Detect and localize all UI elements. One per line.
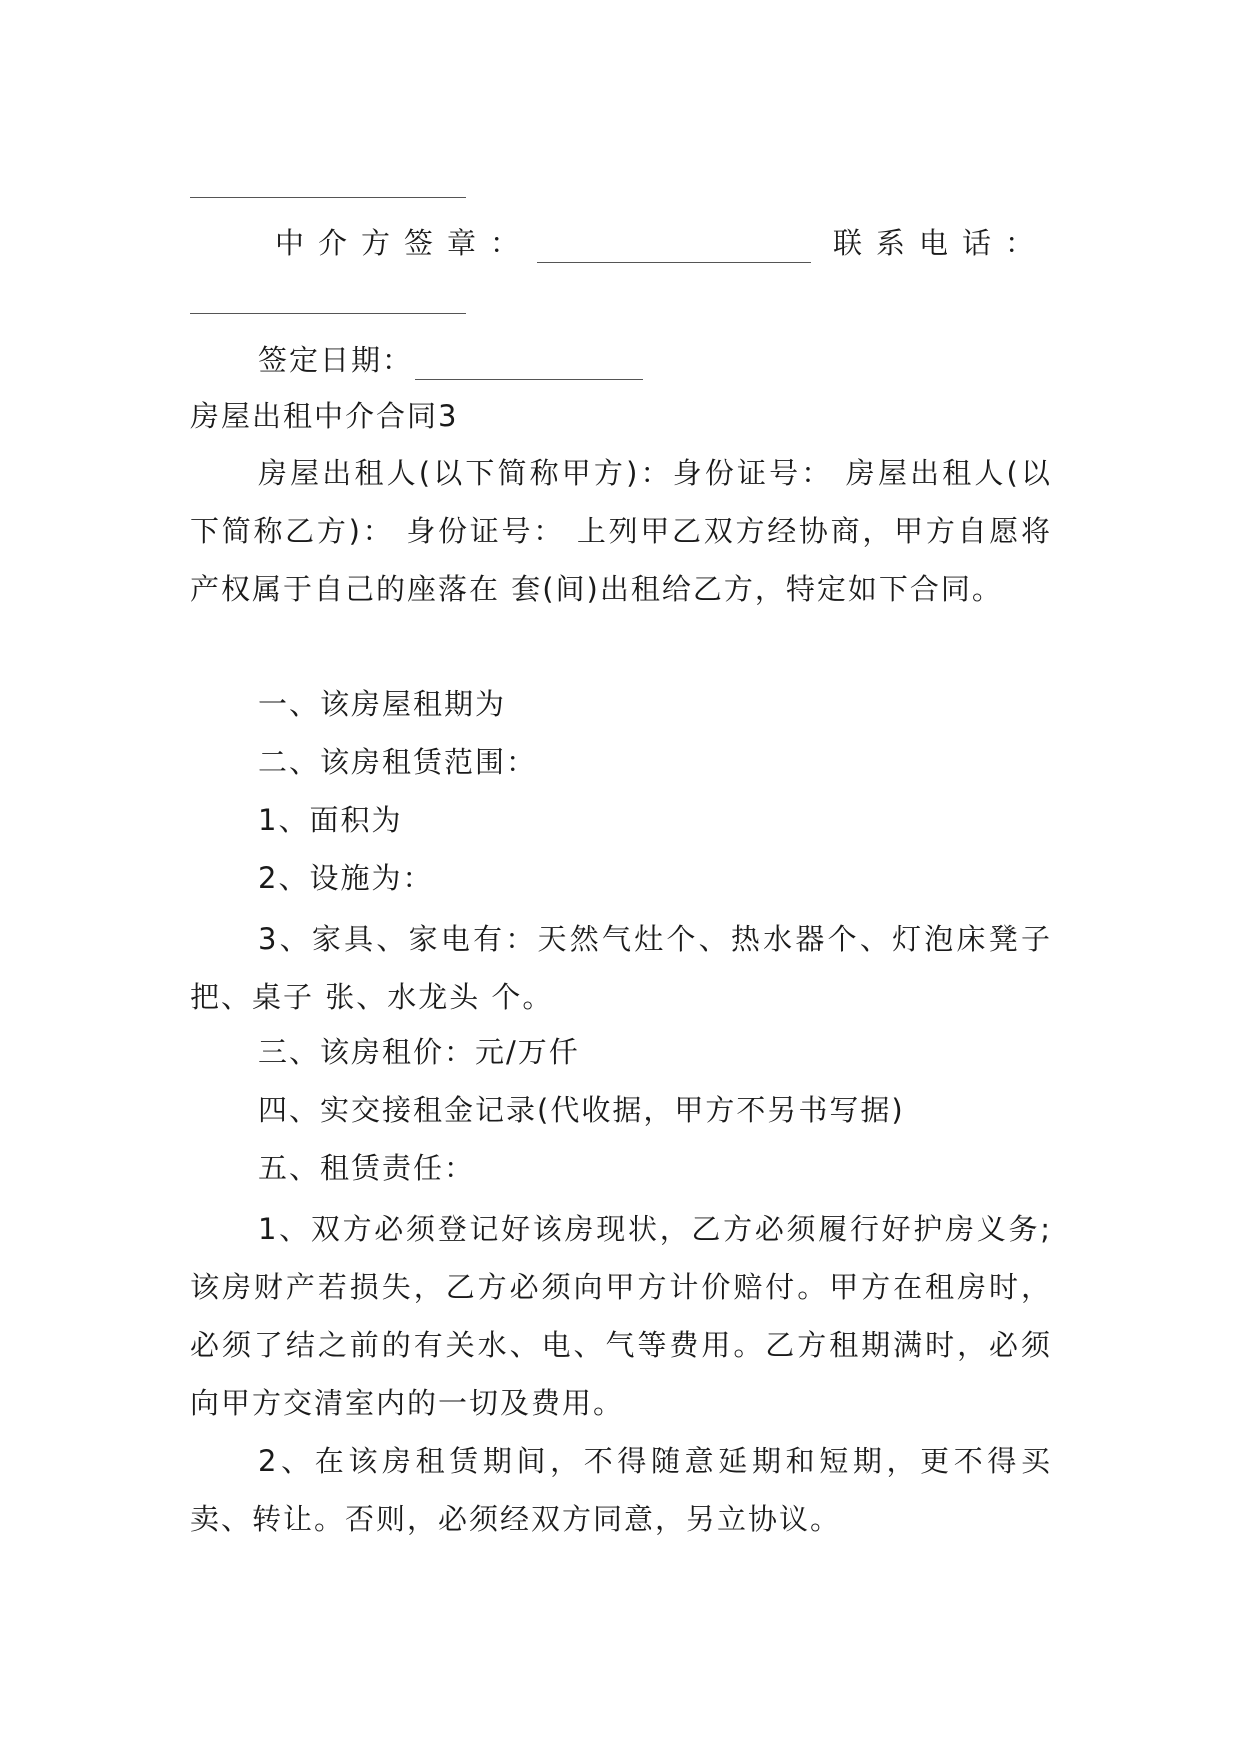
clause-3: 三、该房租价：元/万仟 [258,1035,580,1069]
clause-2-2: 2、设施为： [258,861,434,895]
sign-date-label: 签定日期： [258,343,414,377]
sign-date-blank [415,345,643,380]
phone-blank-line [190,313,466,314]
blank-line-top [190,197,466,198]
phone-label: 联系电话： [833,226,1049,260]
clause-5: 五、租赁责任： [258,1151,476,1185]
signature-row [275,223,1055,263]
agency-seal-label: 中介方签章： [275,226,534,260]
clause-1: 一、该房屋租期为 [258,687,507,721]
clause-2: 二、该房租赁范围： [258,745,538,779]
contract-title: 房屋出租中介合同3 [190,399,459,433]
clause-2-3: 3、家具、家电有：天然气灶个、热水器个、灯泡床凳子把、桌子 张、水龙头 个。 [190,922,1052,1014]
intro-paragraph: 房屋出租人(以下简称甲方)：身份证号： 房屋出租人(以下简称乙方)： 身份证号： 上列甲乙双方经协商，甲方自愿将产权属于自己的座落在 套(间)出租给乙方，特定如下合同。 [190,456,1052,606]
sign-date-row [258,340,649,380]
agency-seal-blank [537,228,811,263]
clause-2-1: 1、面积为 [258,803,403,837]
clause-5-2: 2、在该房租赁期间，不得随意延期和短期，更不得买卖、转让。否则，必须经双方同意，另立协议。 [190,1444,1052,1536]
clause-4: 四、实交接租金记录(代收据，甲方不另书写据) [258,1093,905,1127]
clause-5-1: 1、双方必须登记好该房现状，乙方必须履行好护房义务;该房财产若损失，乙方必须向甲方计价赔付。甲方在租房时，必须了结之前的有关水、电、气等费用。乙方租期满时，必须向甲方交清室内的一切及费用。 [190,1212,1052,1420]
